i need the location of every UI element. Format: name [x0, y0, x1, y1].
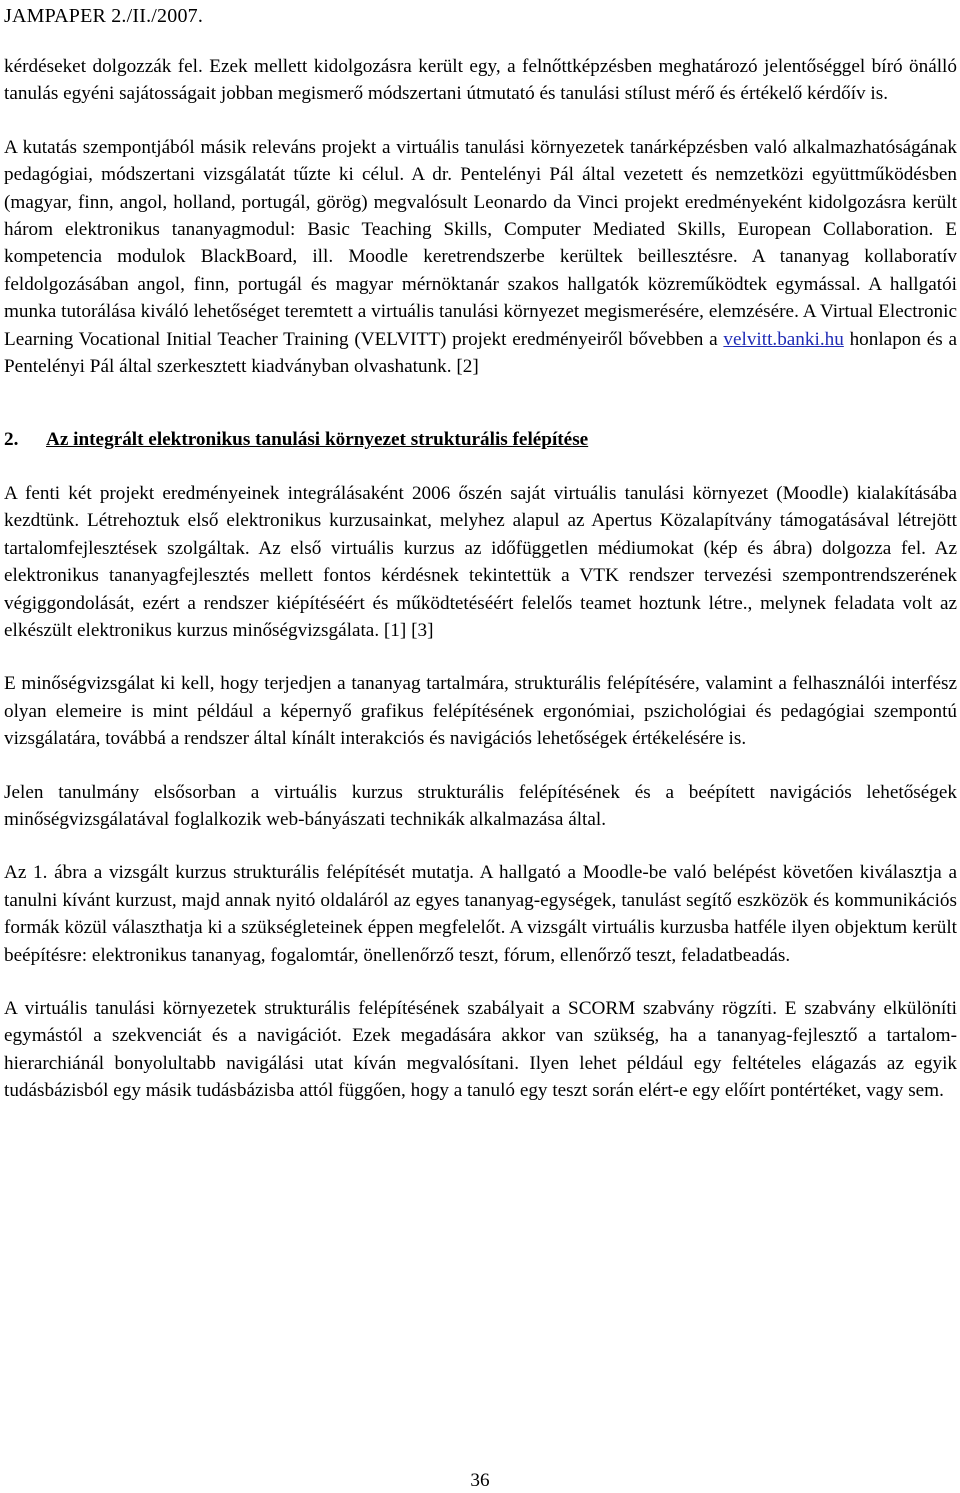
section-title: Az integrált elektronikus tanulási környezet strukturális felépítése [46, 429, 589, 451]
body-text [4, 53, 957, 1105]
velvitt-link[interactable]: velvitt.banki.hu [723, 328, 844, 350]
paragraph-text: A kutatás szempontjából másik releváns projekt a virtuális tanulási környezetek tanárképzésben való alkalmazhatóságának pedagógiai, módszertani vizsgálatát tűzte ki célul. A dr. Pentelényi Pál által vezetett és nemzetközi együttműködésben (magyar, finn, angol, holland, portugál, görög) megvalósult Leonardo da Vinci projekt eredményeként kidolgozásra került három elektronikus tananyagmodul: Basic Teaching Skills, Computer Mediated Skills, European Collaboration. E kompetencia modulok BlackBoard, ill. Moodle keretrendszerbe kerültek beillesztésre. A tananyag kollaboratív feldolgozásában angol, finn, portugál és magyar mérnöktanár szakos hallgatók közreműködtek egymással. A hallgatói munka tutorálása kiváló lehetőséget teremtett a virtuális tanulási környezet megismerésére, elemzésére. A Virtual Electronic Learning Vocational Initial Teacher Training (VELVITT) projekt eredményeiről bővebben a [4, 136, 957, 350]
page-number: 36 [470, 1470, 490, 1491]
paragraph-continuation: kérdéseket dolgozzák fel. Ezek mellett kidolgozásra került egy, a felnőttképzésben meghatározó jelentőséggel bíró önálló tanulás egyéni sajátosságait jobban megismerő módszertani útmutató és tanulási stílust mérő és értékelő kérdőív is. [4, 56, 957, 105]
paragraph-course-structure: Az 1. ábra a vizsgált kurzus strukturális felépítését mutatja. A hallgató a Moodle-be való belépést követően kiválasztja a tanulni kívánt kurzust, majd annak nyitó oldaláról az egyes tananyag-egységek, tanulást segítő eszközök és kommunikációs formák közül választhatja ki a szükségleteinek éppen megfelelőt. A vizsgált virtuális kurzusba hatféle ilyen objektum került beépítésre: elektronikus tananyag, fogalomtár, önellenőrző teszt, fórum, ellenőrző teszt, feladatbeadás. [4, 862, 957, 966]
paragraph-scorm: A virtuális tanulási környezetek strukturális felépítésének szabályait a SCORM szabvány rögzíti. E szabvány elkülöníti egymástól a szekvenciát és a navigációt. Ezek megadására akkor van szükség, ha a tananyag-fejlesztő a tartalom-hierarchiánál bonyolultabb navigálási utat kíván megvalósítani. Ilyen lehet például egy feltételes elágazás az egyik tudásbázisból egy másik tudásbázisba attól függően, hogy a tanuló egy teszt során elért-e egy előírt pontértéket, vagy sem. [4, 997, 957, 1102]
section-number: 2. [4, 429, 19, 451]
paragraph-velvitt-project [4, 134, 957, 381]
paragraph-text: honlapon és a Pentelényi Pál által szerkesztett kiadványban olvashatunk. [2] [4, 328, 957, 378]
paragraph-study-focus: Jelen tanulmány elsősorban a virtuális kurzus strukturális felépítésének és a beépített navigációs lehetőségek minőségvizsgálatával foglalkozik web-bányászati technikák alkalmazása által. [4, 781, 957, 830]
running-header: JAMPAPER 2./II./2007. [4, 5, 204, 27]
section-heading [4, 426, 957, 453]
paragraph-quality-scope: E minőségvizsgálat ki kell, hogy terjedjen a tananyag tartalmára, strukturális felépítésére, valamint a felhasználói interfész olyan elemeire is mint például a képernyő grafikus felépítésének ergonómiai, pszichológiai és pedagógiai szempontú vizsgálatára, továbbá a rendszer által kínált interakciós és navigációs lehetőségek értékelésére is. [4, 673, 957, 750]
paragraph-integration: A fenti két projekt eredményeinek integrálásaként 2006 őszén saját virtuális tanulási környezet (Moodle) kialakításába kezdtünk. Létrehoztuk első elektronikus kurzusainkat, melyhez alapul az Apertus Közalapítvány támogatásával létrejött tartalomfejlesztések szolgáltak. Az első virtuális kurzus az időfüggetlen médiumokat (kép és ábra) dolgozza fel. Az elektronikus tananyagfejlesztés mellett fontos kérdésnek tekintettük a VTK rendszer tervezési szempontrendszerének végiggondolását, ezért a rendszer kiépítéséért és működtetéséért felelős teamet hoztunk létre., melynek feladata volt az elkészült elektronikus kurzus minőségvizsgálata. [1] [3] [4, 482, 957, 641]
